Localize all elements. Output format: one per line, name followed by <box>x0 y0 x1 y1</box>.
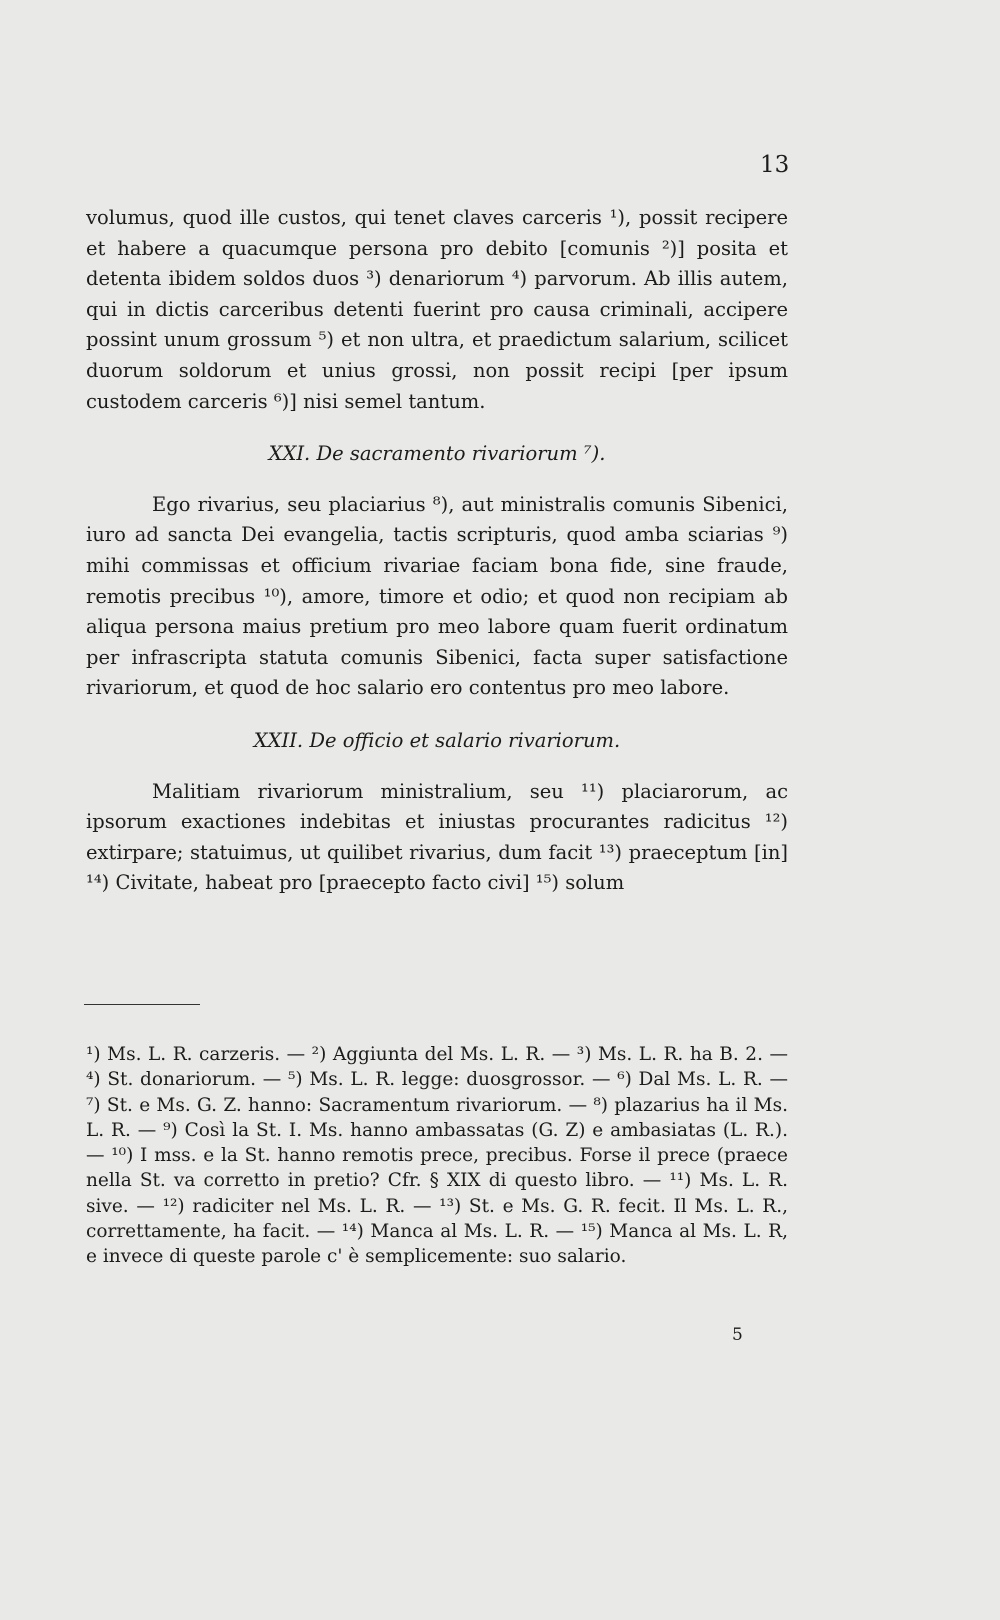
section-heading: XXII. De officio et salario rivariorum. <box>253 728 621 752</box>
page-number: 13 <box>760 152 790 178</box>
footnotes <box>86 1042 788 1270</box>
footnote-text: ¹) Ms. L. R. carzeris. — ²) Aggiunta del Ms. L. R. — ³) Ms. L. R. ha B. 2. — ⁴) St. donariorum. — ⁵) Ms. L. R. legge: duosgrossor. — ⁶) Dal Ms. L. R. — ⁷) St. e Ms. G. Z. hanno: Sacramentum rivariorum. — ⁸) plazarius ha il Ms. L. R. — ⁹) Così la St. I. Ms. hanno ambassatas (G. Z) e ambasiatas (L. R.). — ¹⁰) I mss. e la St. hanno remotis prece, precibus. Forse il prece (praece nella St. va corretto in pretio? Cfr. § XIX di questo libro. — ¹¹) Ms. L. R. sive. — ¹²) radiciter nel Ms. L. R. — ¹³) St. e Ms. G. R. fecit. Il Ms. L. R., correttamente, ha facit. — ¹⁴) Manca al Ms. L. R. — ¹⁵) Manca al Ms. L. R, e invece di queste parole c' è semplicemente: suo salario. <box>86 1044 788 1268</box>
paragraph: Ego rivarius, seu placiarius ⁸), aut ministralis comunis Sibenici, iuro ad sancta Dei evangelia, tactis scripturis, quod amba sciarias ⁹) mihi commissas et officium rivariae faciam bona fide, sine fraude, remotis precibus ¹⁰), amore, timore et odio; et quod non recipiam ab aliqua persona maius pretium pro meo labore quam fuerit ordinatum per infrascripta statuta comunis Sibenici, facta super satisfactione rivariorum, et quod de hoc salario ero contentus pro meo labore. <box>86 492 788 700</box>
footnote-rule <box>84 1004 200 1005</box>
paragraph: volumus, quod ille custos, qui tenet claves carceris ¹), possit recipere et habere a quacumque persona pro debito [comunis ²)] posita et detenta ibidem soldos duos ³) denariorum ⁴) parvorum. Ab illis autem, qui in dictis carceribus detenti fuerint pro causa criminali, accipere possint unum grossum ⁵) et non ultra, et praedictum salarium, scilicet duorum soldorum et unius grossi, non possit recipi [per ipsum custodem carceris ⁶)] nisi semel tantum. <box>86 206 788 413</box>
paragraph: Malitiam rivariorum ministralium, seu ¹¹) placiarorum, ac ipsorum exactiones indebitas et iniustas procurantes radicitus ¹²) extirpare; statuimus, ut quilibet rivarius, dum facit ¹³) praeceptum [in] ¹⁴) Civitate, habeat pro [praecepto facto civi] ¹⁵) solum <box>86 779 788 895</box>
signature-mark: 5 <box>732 1325 743 1345</box>
main-text <box>86 203 788 899</box>
section-heading: XXI. De sacramento rivariorum ⁷). <box>268 442 606 466</box>
